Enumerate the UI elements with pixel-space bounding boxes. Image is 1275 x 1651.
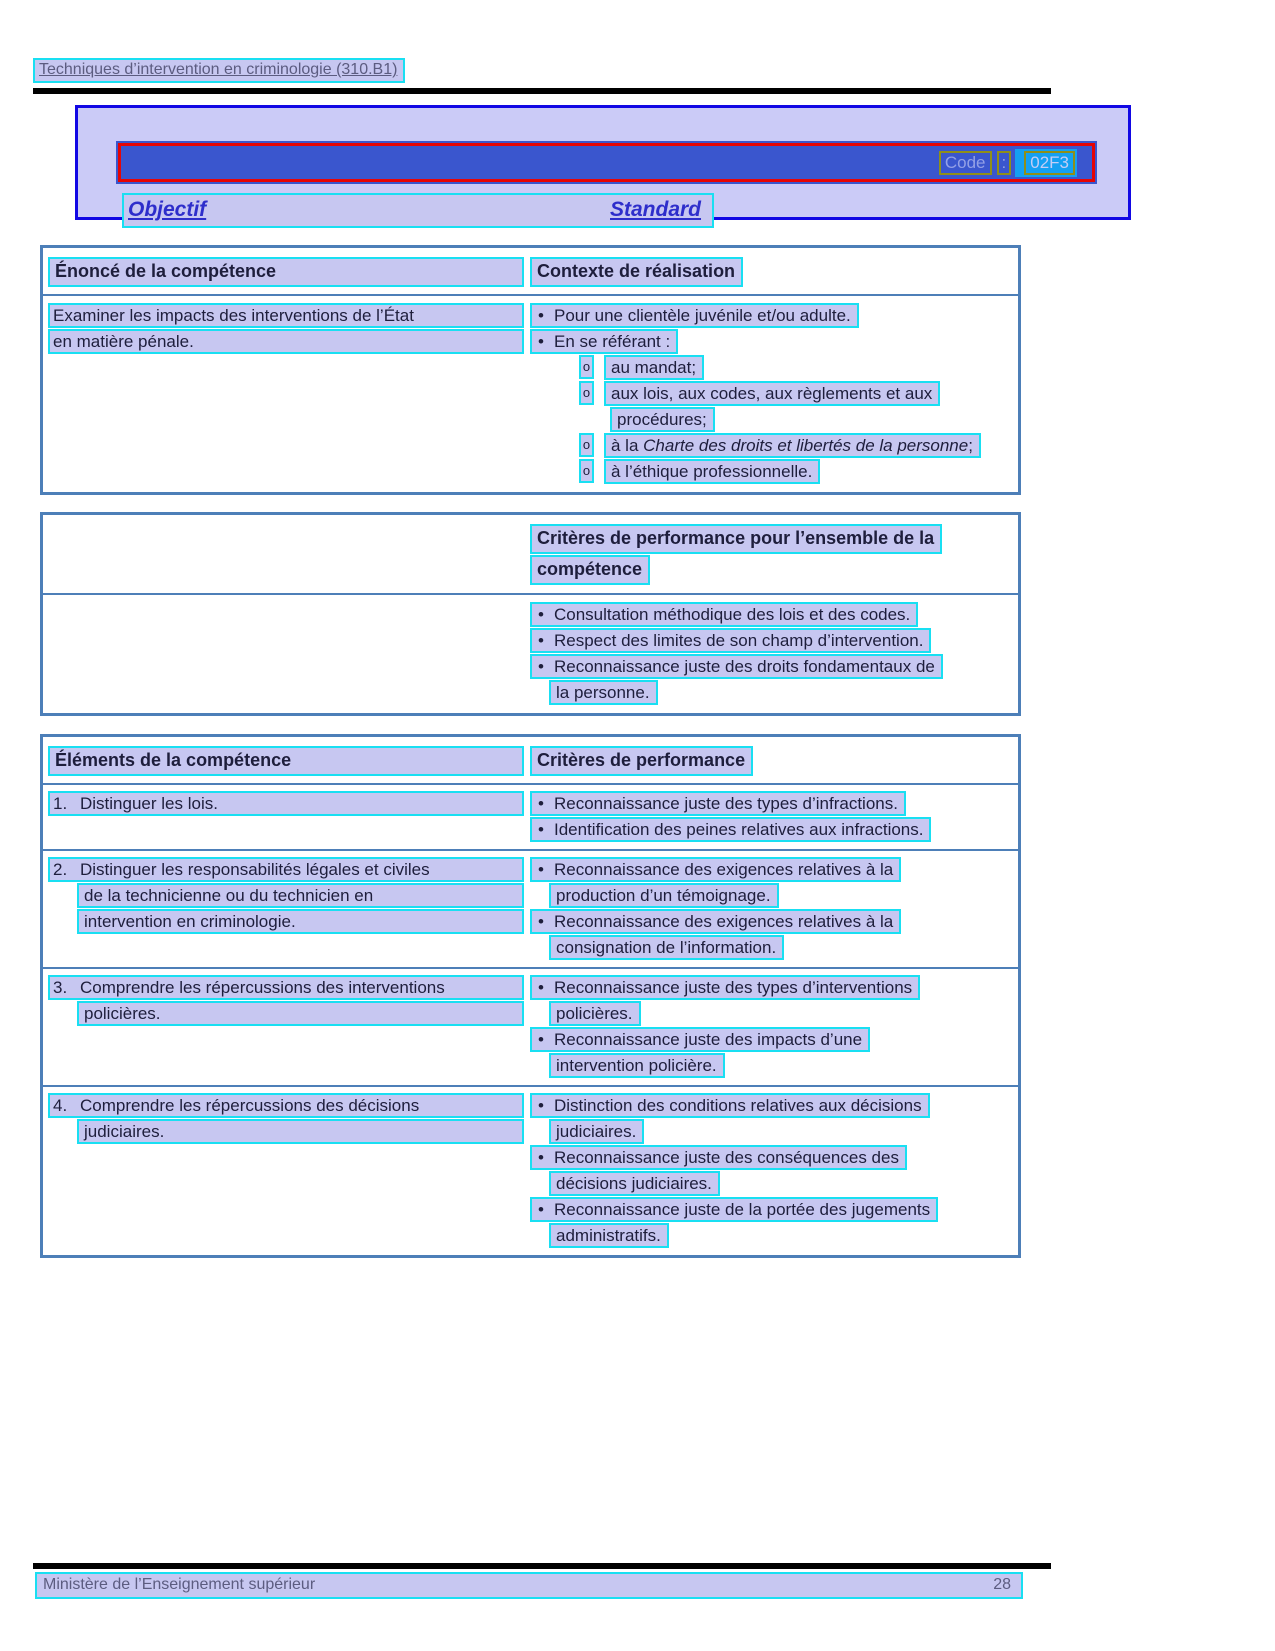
criterion-continuation: judiciaires. xyxy=(549,1119,644,1144)
context-subitem-continuation: procédures; xyxy=(610,407,715,432)
context-subitem: à l’éthique professionnelle. xyxy=(604,459,820,484)
element-cell xyxy=(48,791,530,843)
bullet-icon: • xyxy=(538,1030,544,1049)
ensemble-criteria-table xyxy=(40,512,1021,716)
ensemble-header-line: Critères de performance pour l’ensemble de la xyxy=(530,524,942,554)
ensemble-criteria-cell xyxy=(530,602,1018,706)
bullet-icon: • xyxy=(538,1200,544,1219)
running-header-title: Techniques d’intervention en criminologie (310.B1) xyxy=(33,58,405,83)
statement-line: en matière pénale. xyxy=(48,329,524,354)
code-box xyxy=(939,149,1077,177)
competence-table-body xyxy=(43,296,1018,492)
footer-rule xyxy=(33,1563,1051,1569)
code-value: 02F3 xyxy=(1024,151,1075,175)
element-cell xyxy=(48,1093,530,1249)
element-text: Distinguer les lois. xyxy=(80,794,218,813)
bullet-icon: • xyxy=(538,306,544,325)
criterion: Reconnaissance juste de la portée des jugements xyxy=(554,1200,931,1219)
criterion: Respect des limites de son champ d’intervention. xyxy=(554,631,924,650)
element-cell xyxy=(48,975,530,1079)
standard-heading: Standard xyxy=(610,198,702,221)
bullet-icon: • xyxy=(538,631,544,650)
title-panel xyxy=(75,105,1131,220)
objective-standard-box xyxy=(122,193,714,228)
context-subitem: à la Charte des droits et libertés de la personne; xyxy=(604,433,981,458)
element-text-continuation: policières. xyxy=(77,1001,524,1026)
column-header-enonce: Énoncé de la compétence xyxy=(48,257,524,287)
element-text-continuation: judiciaires. xyxy=(77,1119,524,1144)
sub-bullet-icon: o xyxy=(579,355,594,379)
element-text: Comprendre les répercussions des interventions xyxy=(80,978,445,997)
bullet-icon: • xyxy=(538,820,544,839)
criteria-cell xyxy=(530,1093,1018,1249)
element-number: 4. xyxy=(53,1096,68,1115)
criteria-cell xyxy=(530,975,1018,1079)
footer-box xyxy=(35,1572,1023,1599)
bullet-icon: • xyxy=(538,1148,544,1167)
elements-table-header xyxy=(43,737,1018,785)
ensemble-table-header xyxy=(43,515,1018,595)
element-text-continuation: de la technicienne ou du technicien en xyxy=(77,883,524,908)
objective-standard-row xyxy=(122,193,1128,228)
criterion: Consultation méthodique des lois et des codes. xyxy=(554,605,911,624)
sub-bullet-icon: o xyxy=(579,459,594,483)
bullet-icon: • xyxy=(538,978,544,997)
criteria-cell xyxy=(530,791,1018,843)
criterion-continuation: administratifs. xyxy=(549,1223,669,1248)
element-row-2 xyxy=(43,849,1018,967)
code-label: Code xyxy=(939,151,992,175)
criterion: Distinction des conditions relatives aux décisions xyxy=(554,1096,922,1115)
criterion: Reconnaissance juste des types d’infractions. xyxy=(554,794,898,813)
column-header-elements: Éléments de la compétence xyxy=(48,746,524,776)
statement-line: Examiner les impacts des interventions de l’État xyxy=(48,303,524,328)
bullet-icon: • xyxy=(538,1096,544,1115)
element-row-3 xyxy=(43,967,1018,1085)
code-value-highlight xyxy=(1015,149,1077,177)
competence-table-header xyxy=(43,248,1018,296)
bullet-icon: • xyxy=(538,657,544,676)
element-row-4 xyxy=(43,1085,1018,1255)
objectif-heading: Objectif xyxy=(128,198,207,221)
bullet-icon: • xyxy=(538,332,544,351)
criterion-continuation: consignation de l’information. xyxy=(549,935,784,960)
criterion-continuation: production d’un témoignage. xyxy=(549,883,779,908)
criterion: Reconnaissance juste des conséquences des xyxy=(554,1148,899,1167)
criterion: Reconnaissance juste des impacts d’une xyxy=(554,1030,863,1049)
bullet-icon: • xyxy=(538,794,544,813)
element-text: Comprendre les répercussions des décisions xyxy=(80,1096,420,1115)
criterion: Reconnaissance juste des types d’interventions xyxy=(554,978,913,997)
bullet-icon: • xyxy=(538,860,544,879)
elements-table xyxy=(40,734,1021,1258)
code-banner xyxy=(116,141,1097,184)
bullet-icon: • xyxy=(538,605,544,624)
criteria-cell xyxy=(530,857,1018,961)
criterion-continuation: décisions judiciaires. xyxy=(549,1171,720,1196)
element-number: 3. xyxy=(53,978,68,997)
element-cell xyxy=(48,857,530,961)
running-header-row xyxy=(33,58,1275,83)
competence-statement-cell xyxy=(48,303,530,485)
criterion: Reconnaissance des exigences relatives à la xyxy=(554,912,894,931)
criterion: Reconnaissance des exigences relatives à la xyxy=(554,860,894,879)
competence-table xyxy=(40,245,1021,495)
context-subitem: aux lois, aux codes, aux règlements et aux xyxy=(604,381,940,406)
code-separator: : xyxy=(997,151,1012,175)
context-item: En se référant : xyxy=(554,332,671,351)
context-subitem: au mandat; xyxy=(604,355,704,380)
criterion-continuation: la personne. xyxy=(549,680,658,705)
sub-bullet-icon: o xyxy=(579,433,594,457)
element-row-1 xyxy=(43,785,1018,849)
element-text: Distinguer les responsabilités légales et civiles xyxy=(80,860,430,879)
sub-bullet-icon: o xyxy=(579,381,594,405)
element-number: 2. xyxy=(53,860,68,879)
charte-title-italic: Charte des droits et libertés de la personne xyxy=(643,436,969,455)
footer-page-number: 28 xyxy=(993,1576,1011,1593)
ensemble-table-body xyxy=(43,595,1018,713)
ensemble-header-line: compétence xyxy=(530,555,650,585)
element-number: 1. xyxy=(53,794,68,813)
column-header-criteres: Critères de performance xyxy=(530,746,753,776)
criterion: Identification des peines relatives aux infractions. xyxy=(554,820,924,839)
footer-ministry: Ministère de l’Enseignement supérieur xyxy=(43,1576,316,1593)
context-item: Pour une clientèle juvénile et/ou adulte. xyxy=(554,306,851,325)
header-rule xyxy=(33,88,1051,94)
context-cell xyxy=(530,303,1018,485)
column-header-contexte: Contexte de réalisation xyxy=(530,257,743,287)
bullet-icon: • xyxy=(538,912,544,931)
page-footer xyxy=(0,1563,1275,1651)
criterion-continuation: intervention policière. xyxy=(549,1053,725,1078)
criterion-continuation: policières. xyxy=(549,1001,641,1026)
criterion: Reconnaissance juste des droits fondamentaux de xyxy=(554,657,935,676)
element-text-continuation: intervention en criminologie. xyxy=(77,909,524,934)
